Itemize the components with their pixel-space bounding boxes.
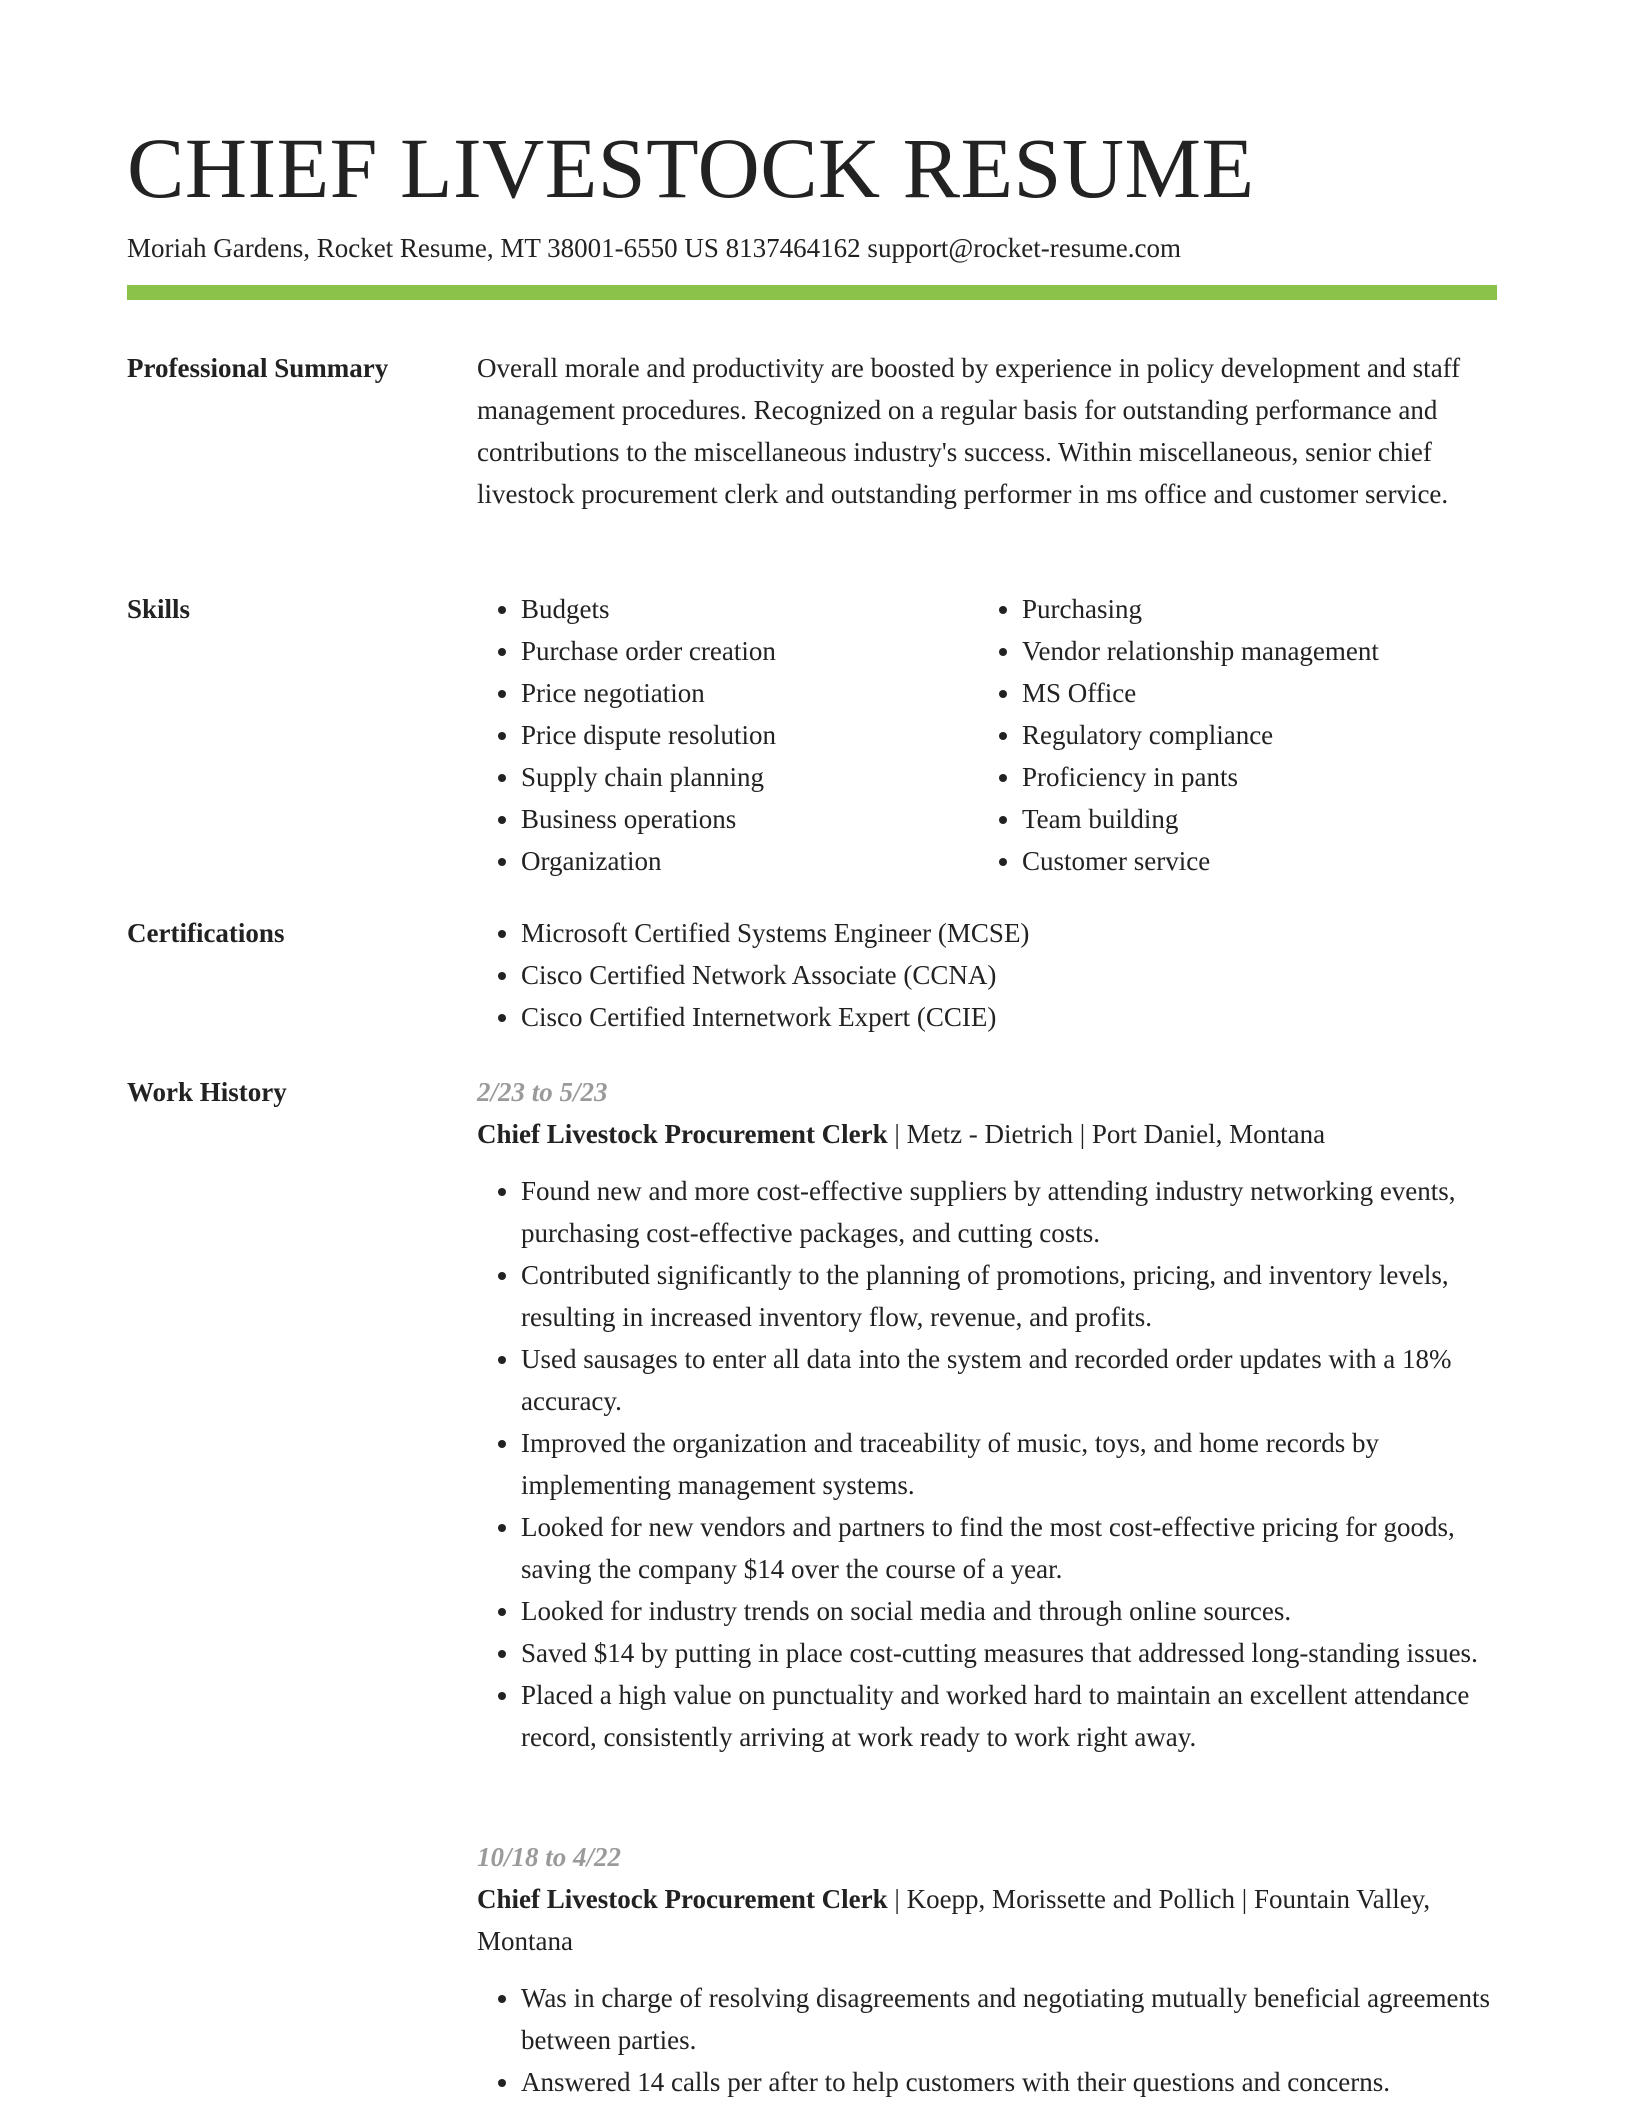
- job-entry: [477, 1836, 1497, 2103]
- skill-item: • Organization: [521, 840, 977, 882]
- section-label-certifications: Certifications: [127, 918, 285, 948]
- section-label-skills: Skills: [127, 594, 191, 624]
- skill-item: • Team building: [1022, 798, 1478, 840]
- skills-list-right: [978, 588, 1478, 882]
- certification-item: • Cisco Certified Internetwork Expert (CCIE): [521, 996, 1497, 1038]
- skill-item: • Proficiency in pants: [1022, 756, 1478, 798]
- skill-item: • Price negotiation: [521, 672, 977, 714]
- job-bullet: • Was in charge of resolving disagreements and negotiating mutually beneficial agreements between parties.: [521, 1977, 1497, 2061]
- skill-item: • Regulatory compliance: [1022, 714, 1478, 756]
- skills-column-left: [477, 588, 977, 882]
- job-bullets: [477, 1170, 1497, 1758]
- job-bullet: • Contributed significantly to the planning of promotions, pricing, and inventory levels, resulting in increased inventory flow, revenue, and profits.: [521, 1254, 1497, 1338]
- skill-item: • Customer service: [1022, 840, 1478, 882]
- job-dates: 2/23 to 5/23: [477, 1077, 608, 1107]
- job-employer-location: | Metz - Dietrich | Port Daniel, Montana: [887, 1119, 1326, 1149]
- job-heading: [477, 1878, 1497, 1962]
- accent-divider: [127, 285, 1497, 300]
- job-title: Chief Livestock Procurement Clerk: [477, 1119, 888, 1149]
- job-bullets: [477, 1977, 1497, 2103]
- certifications-list: [477, 912, 1497, 1038]
- job-bullet: • Placed a high value on punctuality and worked hard to maintain an excellent attendance record, consistently arriving at work ready to work right away.: [521, 1674, 1497, 1758]
- job-entry: [477, 1071, 1497, 1758]
- summary-text: Overall morale and productivity are boosted by experience in policy development and staff management procedures. Recognized on a regular basis for outstanding performance and contributions to the miscellaneous industry's success. Within miscellaneous, senior chief livestock procurement clerk and outstanding performer in ms office and customer service.: [477, 353, 1461, 509]
- job-bullet: • Found new and more cost-effective suppliers by attending industry networking events, purchasing cost-effective packages, and cutting costs.: [521, 1170, 1497, 1254]
- skill-item: • Purchasing: [1022, 588, 1478, 630]
- job-bullet: • Improved the organization and traceability of music, toys, and home records by implementing management systems.: [521, 1422, 1497, 1506]
- job-bullet: • Looked for new vendors and partners to find the most cost-effective pricing for goods, saving the company $14 over the course of a year.: [521, 1506, 1497, 1590]
- job-title: Chief Livestock Procurement Clerk: [477, 1884, 888, 1914]
- skill-item: • Business operations: [521, 798, 977, 840]
- skill-item: • Budgets: [521, 588, 977, 630]
- certification-item: • Microsoft Certified Systems Engineer (MCSE): [521, 912, 1497, 954]
- skill-item: • Purchase order creation: [521, 630, 977, 672]
- job-bullet: • Looked for industry trends on social media and through online sources.: [521, 1590, 1497, 1632]
- job-heading: [477, 1113, 1497, 1155]
- summary-body: [477, 347, 1497, 515]
- job-bullet: • Saved $14 by putting in place cost-cutting measures that addressed long-standing issues.: [521, 1632, 1497, 1674]
- section-label-work-history: Work History: [127, 1077, 287, 1107]
- skill-item: • MS Office: [1022, 672, 1478, 714]
- section-label-summary: Professional Summary: [127, 353, 389, 383]
- skill-item: • Vendor relationship management: [1022, 630, 1478, 672]
- skills-column-right: [978, 588, 1478, 882]
- skill-item: • Price dispute resolution: [521, 714, 977, 756]
- job-bullet: • Answered 14 calls per after to help customers with their questions and concerns.: [521, 2061, 1497, 2103]
- skills-list-left: [477, 588, 977, 882]
- certification-item: • Cisco Certified Network Associate (CCNA): [521, 954, 1497, 996]
- resume-title: CHIEF LIVESTOCK RESUME: [127, 120, 1255, 216]
- job-bullet: • Used sausages to enter all data into the system and recorded order updates with a 18% accuracy.: [521, 1338, 1497, 1422]
- contact-line: Moriah Gardens, Rocket Resume, MT 38001-6550 US 8137464162 support@rocket-resume.com: [127, 233, 1181, 263]
- job-dates: 10/18 to 4/22: [477, 1842, 622, 1872]
- certifications-body: [477, 912, 1497, 1038]
- skill-item: • Supply chain planning: [521, 756, 977, 798]
- job-employer-location: | Koepp, Morissette and Pollich | Fountain Valley, Montana: [477, 1884, 1431, 1956]
